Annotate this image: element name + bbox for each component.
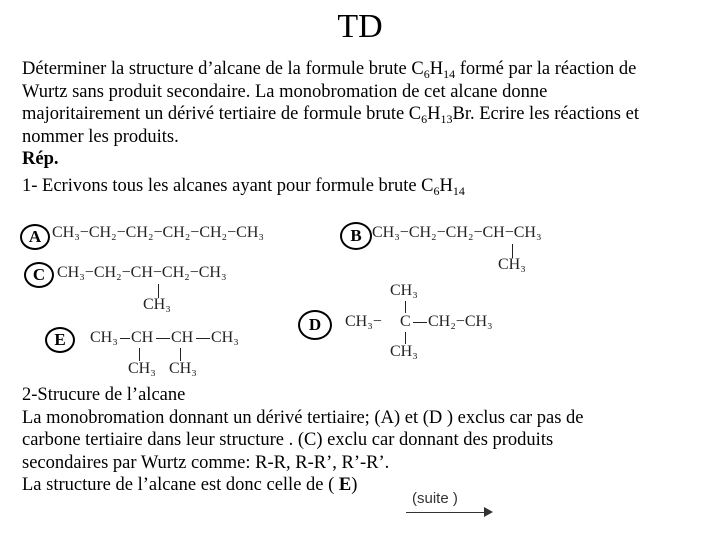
structure-b-branch: CH₃ xyxy=(498,256,526,273)
step-2-line-1: La monobromation donnant un dérivé tertiaire; (A) et (D ) exclus car pas de xyxy=(22,407,584,428)
structure-d-top-bond xyxy=(405,301,406,313)
structure-d-top: CH₃ xyxy=(390,282,418,299)
structure-e-ch-left: CH xyxy=(131,329,154,346)
structure-label-a: A xyxy=(20,224,50,250)
structure-e-ch3-left: CH₃ xyxy=(90,329,118,346)
step-2-line-2: carbone tertiaire dans leur structure . (C) exclu car donnant des produits xyxy=(22,430,554,450)
structure-c-chain: CH₃−CH₂−CH−CH₂−CH₃ xyxy=(57,264,227,281)
suite-link[interactable]: (suite ) xyxy=(412,490,458,507)
structure-e-bond-2 xyxy=(156,338,170,339)
structure-e-branch-left: CH₃ xyxy=(128,360,156,377)
structure-e-ch-right: CH xyxy=(171,329,194,346)
suite-arrow-line xyxy=(406,512,486,513)
structure-label-e: E xyxy=(45,327,75,353)
problem-line-3: majoritairement un dérivé tertiaire de formule brute $C_6H_{13}Br$. Ecrire les réactions et xyxy=(22,104,639,126)
structure-e-branch-right: CH₃ xyxy=(169,360,197,377)
problem-statement xyxy=(22,58,706,197)
rep-label: Rép. xyxy=(22,149,59,169)
structure-d-bottom: CH₃ xyxy=(390,343,418,360)
structure-label-d: D xyxy=(298,310,332,340)
structure-label-b: B xyxy=(340,222,372,250)
structure-d-right: CH₂−CH₃ xyxy=(428,313,493,330)
step-2-block xyxy=(22,384,706,497)
page-title: TD xyxy=(337,8,383,45)
problem-line-4: nommer les produits. xyxy=(22,126,179,147)
structure-d-right-bond xyxy=(413,322,427,323)
structure-c-branch: CH₃ xyxy=(143,296,171,313)
structure-label-c: C xyxy=(24,262,54,288)
structure-b-chain: CH₃−CH₂−CH₂−CH−CH₃ xyxy=(372,224,542,241)
structure-e-bond-3 xyxy=(196,338,210,339)
step-2-line-3: secondaires par Wurtz comme: R-R, R-R’, R’-R’. xyxy=(22,452,390,473)
arrow-right-icon xyxy=(484,507,493,517)
structure-a-chain: CH₃−CH₂−CH₂−CH₂−CH₂−CH₃ xyxy=(52,224,264,241)
structure-e-ch3-right: CH₃ xyxy=(211,329,239,346)
structure-d-left: CH₃− xyxy=(345,313,382,330)
problem-line-1: Déterminer la structure d’alcane de la formule brute $C_6H_{14}$ formé par la réaction de xyxy=(22,59,637,81)
step-1-text: 1- Ecrivons tous les alcanes ayant pour formule brute $C_6H_{14}$ xyxy=(22,175,465,198)
step-2-line-4: La structure de l’alcane est donc celle de ( E) xyxy=(22,475,358,495)
structure-e-bond-1 xyxy=(120,338,130,339)
structure-d-center: C xyxy=(400,313,411,330)
step-2-heading: 2-Strucure de l’alcane xyxy=(22,385,186,405)
problem-line-2: Wurtz sans produit secondaire. La monobromation de cet alcane donne xyxy=(22,81,548,102)
